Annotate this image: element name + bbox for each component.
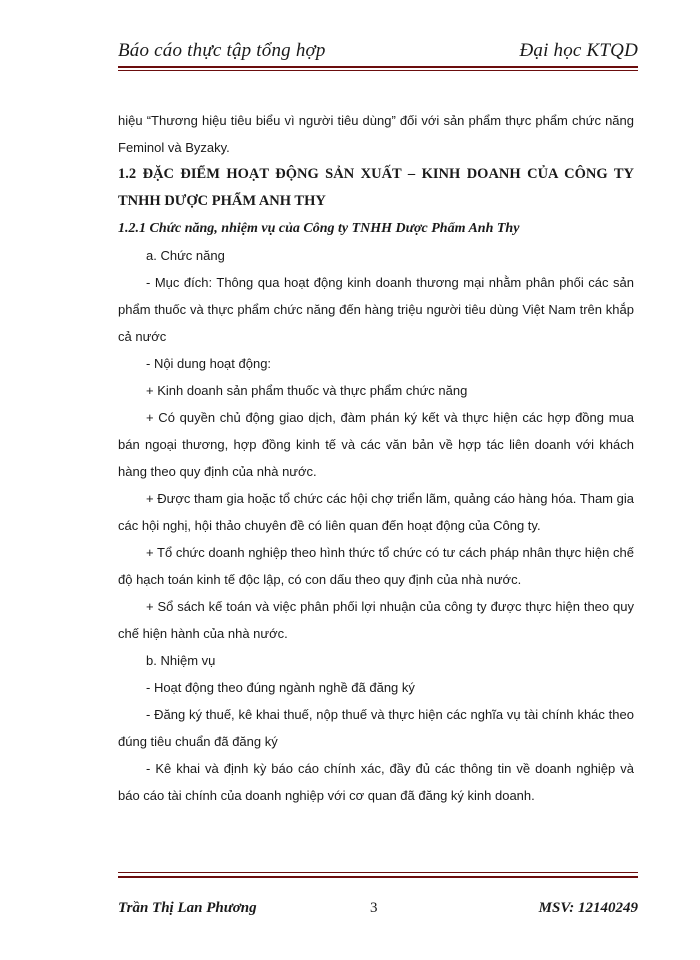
paragraph-nganh-nghe: - Hoạt động theo đúng ngành nghề đã đăng ký — [146, 680, 415, 695]
footer-student-id: MSV: 12140249 — [538, 900, 638, 916]
page-header — [118, 36, 638, 70]
paragraph-dang-ky-thue: - Đăng ký thuế, kê khai thuế, nộp thuế và thực hiện các nghĩa vụ tài chính khác theo đúng tiêu chuẩn đã đăng ký — [118, 707, 634, 749]
paragraph-so-sach: + Sổ sách kế toán và việc phân phối lợi nhuận của công ty được thực hiện theo quy chế hiện hành của nhà nước. — [118, 599, 634, 641]
paragraph-bao-cao: - Kê khai và định kỳ báo cáo chính xác, đầy đủ các thông tin về doanh nghiệp và báo cáo tài chính của doanh nghiệp với cơ quan đã đăng ký kinh doanh. — [118, 761, 634, 803]
page-number: 3 — [370, 900, 378, 916]
document-body — [118, 107, 634, 809]
header-university: Đại học KTQD — [519, 40, 638, 61]
subsection-heading: 1.2.1 Chức năng, nhiệm vụ của Công ty TNHH Dược Phẩm Anh Thy — [118, 221, 520, 236]
footer-rule-thin — [118, 872, 638, 873]
label-chuc-nang: a. Chức năng — [146, 248, 225, 263]
paragraph-giao-dich: + Có quyền chủ động giao dịch, đàm phán ký kết và thực hiện các hợp đồng mua bán ngoại thương, hợp đồng kinh tế và các văn bản về hợp tác liên doanh với khách hàng theo quy định của nhà nước. — [118, 410, 634, 479]
footer-author: Trần Thị Lan Phương — [118, 900, 257, 916]
intro-paragraph: hiệu “Thương hiệu tiêu biểu vì người tiêu dùng” đối với sản phẩm thực phẩm chức năng Feminol và Byzaky. — [118, 113, 634, 155]
paragraph-muc-dich: - Mục đích: Thông qua hoạt động kinh doanh thương mại nhằm phân phối các sản phẩm thuốc và thực phẩm chức năng đến hàng triệu người tiêu dùng Việt Nam trên khắp cả nước — [118, 275, 634, 344]
paragraph-kinh-doanh: + Kinh doanh sản phẩm thuốc và thực phẩm chức năng — [146, 383, 468, 398]
label-nhiem-vu: b. Nhiệm vụ — [146, 653, 216, 668]
footer-rule-thick — [118, 876, 638, 878]
section-heading: 1.2 ĐẶC ĐIỂM HOẠT ĐỘNG SẢN XUẤT – KINH DOANH CỦA CÔNG TY TNHH DƯỢC PHẨM ANH THY — [118, 166, 634, 209]
paragraph-noi-dung: - Nội dung hoạt động: — [146, 356, 272, 371]
page-footer — [118, 872, 638, 922]
paragraph-hoi-cho: + Được tham gia hoặc tổ chức các hội chợ triển lãm, quảng cáo hàng hóa. Tham gia các hội nghị, hội thảo chuyên đề có liên quan đến hoạt động của Công ty. — [118, 491, 634, 533]
header-rule-thick — [118, 66, 638, 68]
header-rule-thin — [118, 70, 638, 71]
header-title: Báo cáo thực tập tổng hợp — [118, 40, 326, 61]
paragraph-to-chuc: + Tổ chức doanh nghiệp theo hình thức tổ chức có tư cách pháp nhân thực hiện chế độ hạch toán kinh tế độc lập, có con dấu theo quy định của nhà nước. — [118, 545, 634, 587]
